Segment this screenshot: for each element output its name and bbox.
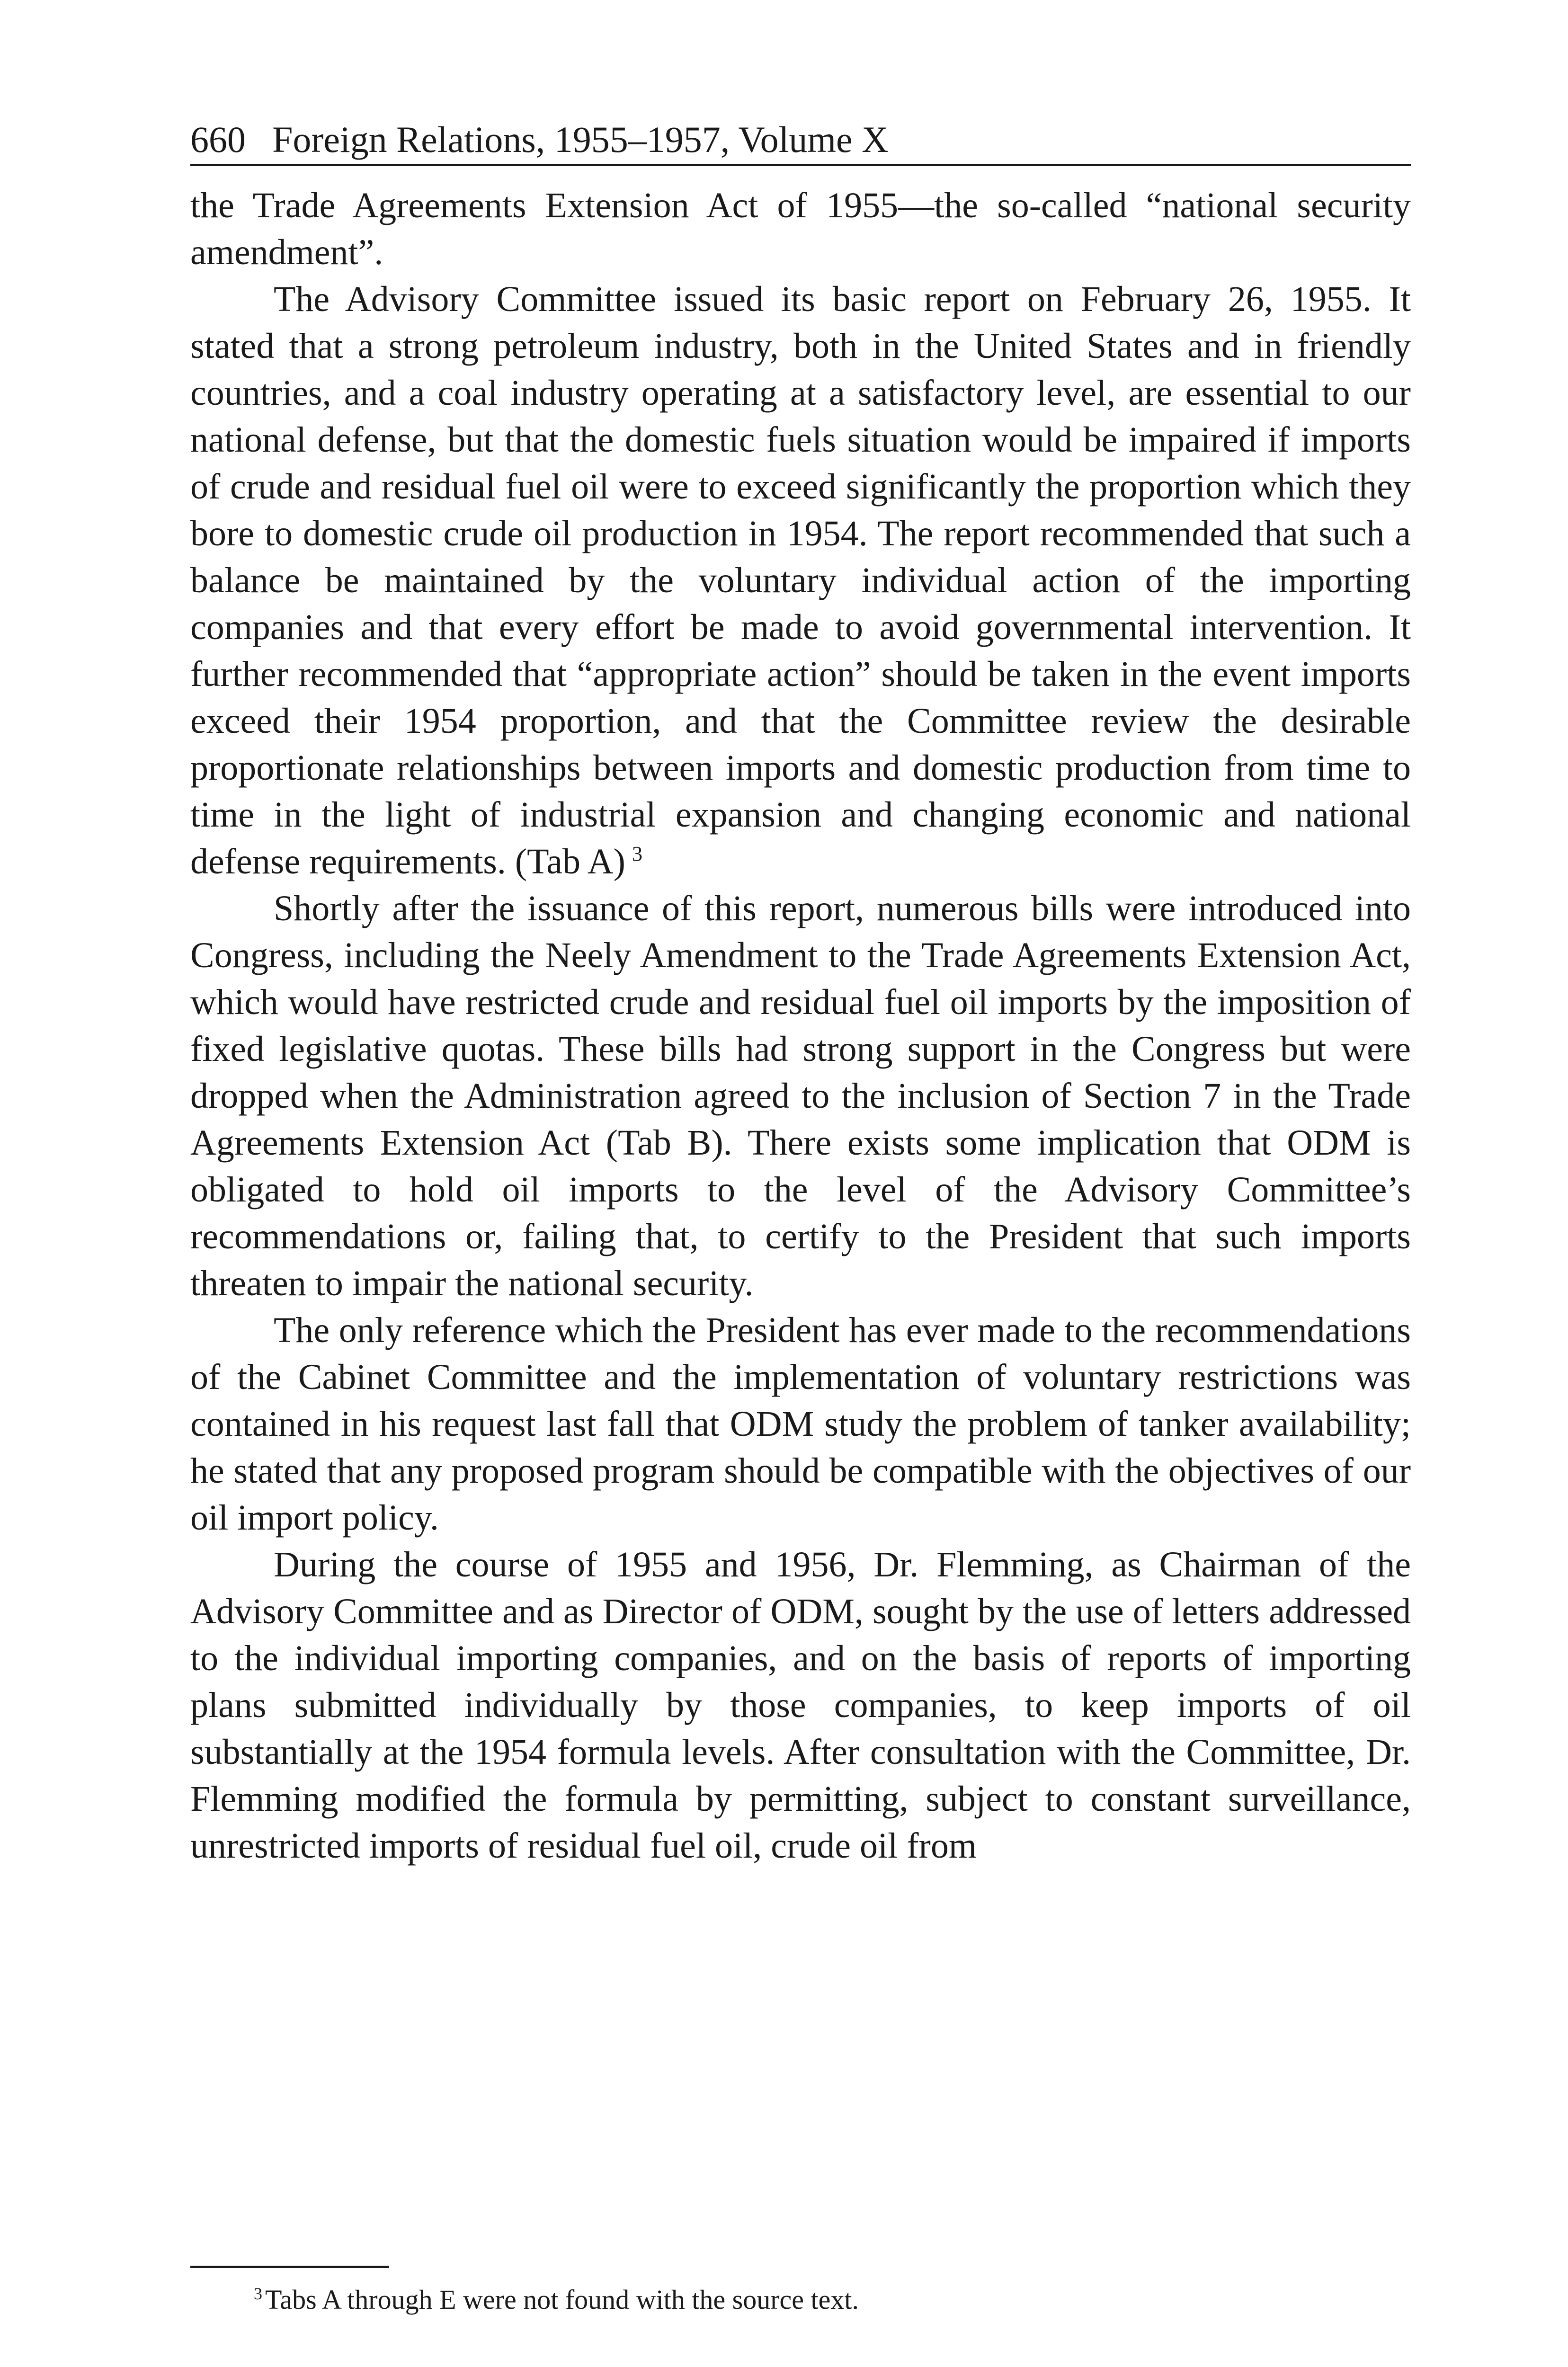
footnote-reference: 3: [632, 842, 642, 866]
paragraph-congress-bills: [190, 885, 1411, 1307]
body-text: [190, 182, 1411, 1869]
document-page: [190, 118, 1411, 2315]
paragraph-text: Shortly after the issuance of this report, numerous bills were introduced into Congress, including the Neely Amendment to the Trade Agreements Extension Act, which would have restricted crude and residual fuel oil imports by the imposition of fixed legislative quotas. These bills had strong support in the Congress but were dropped when the Administration agreed to the inclusion of Section 7 in the Trade Agreements Extension Act (Tab B). There exists some implication that ODM is obligated to hold oil imports to the level of the Advisory Committee’s recommendations or, failing that, to certify to the President that such imports threaten to impair the national security.: [190, 888, 1411, 1303]
paragraph-text: the Trade Agreements Extension Act of 1955—the so-called “national security amendment”.: [190, 185, 1411, 272]
footnote-marker: 3: [254, 2284, 262, 2303]
paragraph-flemming: [190, 1541, 1411, 1869]
paragraph-continued: [190, 182, 1411, 276]
page-number: 660: [190, 119, 246, 160]
paragraph-text: The Advisory Committee issued its basic report on February 26, 1955. It stated that a strong petroleum industry, both in the United States and in friendly countries, and a coal industry operating at a satisfactory level, are essential to our national defense, but that the domestic fuels situation would be impaired if imports of crude and residual fuel oil were to exceed significantly the proportion which they bore to domestic crude oil production in 1954. The report recommended that such a balance be maintained by the voluntary individual action of the importing companies and that every effort be made to avoid governmental intervention. It further recommended that “appropriate action” should be taken in the event imports exceed their 1954 proportion, and that the Committee review the desirable proportionate relationships between imports and domestic production from time to time in the light of industrial expansion and changing economic and national defense requirements. (Tab A): [190, 279, 1411, 881]
paragraph-text: During the course of 1955 and 1956, Dr. Flemming, as Chairman of the Advisory Committee and as Director of ODM, sought by the use of letters addressed to the individual importing companies, and on the basis of reports of importing plans submitted individually by those companies, to keep imports of oil substantially at the 1954 formula levels. After consultation with the Committee, Dr. Flemming modified the formula by permitting, subject to constant surveillance, unrestricted imports of residual fuel oil, crude oil from: [190, 1544, 1411, 1866]
footnote-divider: [190, 2266, 389, 2268]
running-title: Foreign Relations, 1955–1957, Volume X: [272, 119, 889, 160]
paragraph-advisory-report: [190, 276, 1411, 885]
paragraph-president-reference: [190, 1307, 1411, 1541]
paragraph-text: The only reference which the President has ever made to the recommendations of the Cabinet Committee and the implementation of voluntary restrictions was contained in his request last fall that ODM study the problem of tanker availability; he stated that any proposed program should be compatible with the objectives of our oil import policy.: [190, 1310, 1411, 1538]
footnote: [254, 2282, 859, 2317]
running-head: [190, 118, 1411, 166]
footnote-text: Tabs A through E were not found with the source text.: [265, 2284, 859, 2315]
